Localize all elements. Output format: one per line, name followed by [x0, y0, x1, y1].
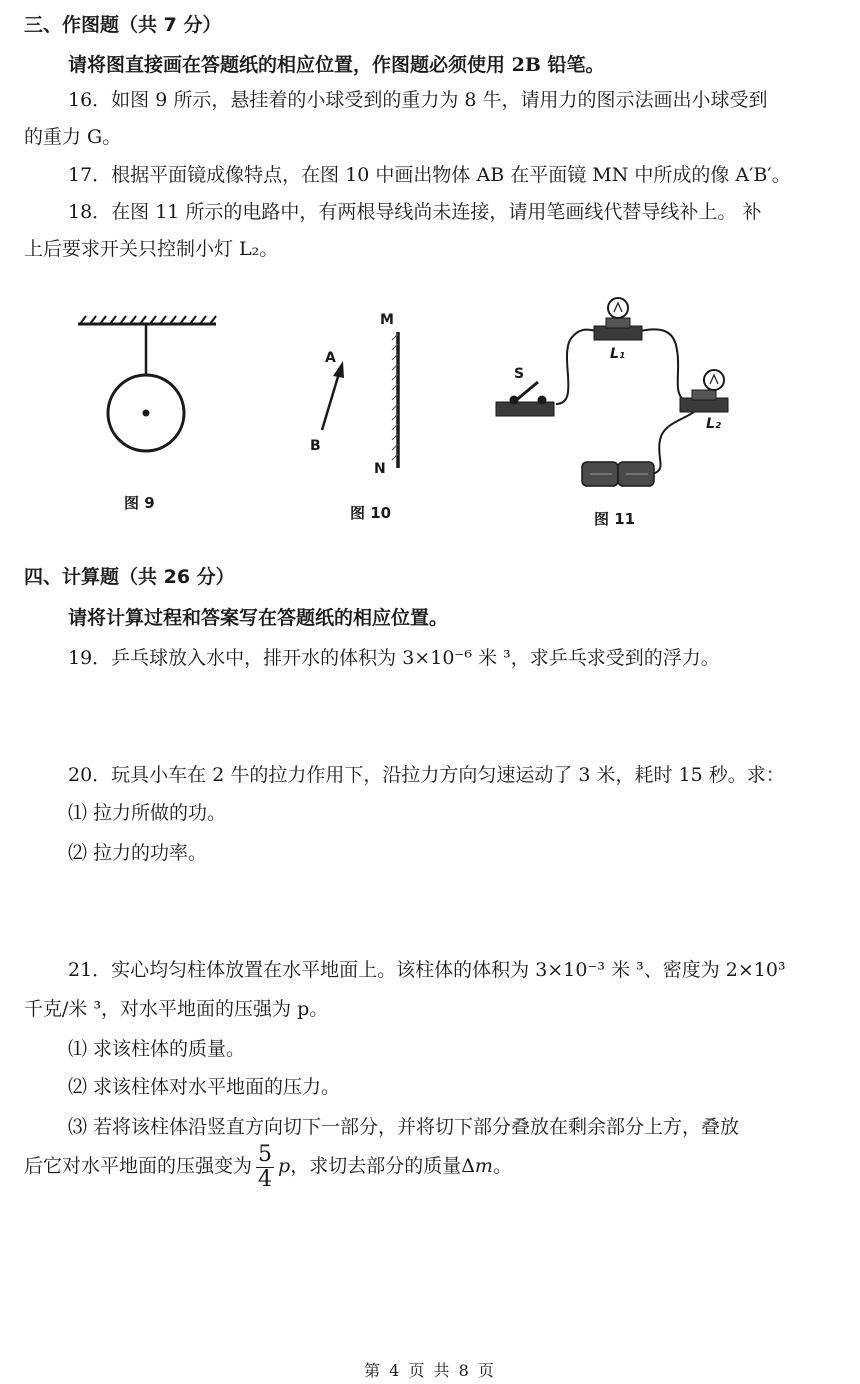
fig11-caption: 图 11 [594, 510, 636, 528]
q17-text: 17．根据平面镜成像特点，在图 10 中画出物体 AB 在平面镜 MN 中所成的像 A′B′。 [68, 164, 791, 186]
figures-drawing [0, 0, 860, 560]
figure9-drawing [78, 316, 216, 451]
q21-part3-continued [24, 1142, 836, 1192]
label-S: S [514, 366, 525, 382]
q21-line1: 21．实心均匀柱体放置在水平地面上。该柱体的体积为 3×10⁻³ 米 ³、密度为 2×10³ [68, 959, 786, 981]
section3-heading: 三、作图题（共 7 分） [24, 14, 222, 36]
q21-part2: ⑵ 求该柱体对水平地面的压力。 [68, 1076, 341, 1098]
q21-part3-post: ，求切去部分的质量Δ [290, 1155, 475, 1177]
q20-part2: ⑵ 拉力的功率。 [68, 842, 208, 864]
q21-part3: ⑶ 若将该柱体沿竖直方向切下一部分，并将切下部分叠放在剩余部分上方，叠放 [68, 1116, 740, 1138]
fraction-denominator: 4 [258, 1166, 273, 1192]
pressure-variable: p [278, 1155, 291, 1177]
q16-line1: 16．如图 9 所示，悬挂着的小球受到的重力为 8 牛，请用力的图示法画出小球受到 [68, 89, 768, 111]
q20-text: 20．玩具小车在 2 牛的拉力作用下，沿拉力方向匀速运动了 3 米，耗时 15 秒。求： [68, 764, 785, 786]
label-M: M [380, 312, 394, 328]
section3-instruction: 请将图直接画在答题纸的相应位置，作图题必须使用 2B 铅笔。 [68, 54, 605, 76]
label-A: A [325, 350, 336, 366]
q21-part3-pre: 后它对水平地面的压强变为 [24, 1155, 253, 1177]
mass-variable: m [474, 1155, 493, 1177]
label-B: B [310, 438, 321, 454]
label-N: N [374, 461, 386, 477]
q18-line1: 18．在图 11 所示的电路中，有两根导线尚未连接，请用笔画线代替导线补上。 补 [68, 201, 762, 223]
q21-line2: 千克/米 ³，对水平地面的压强为 p。 [24, 998, 329, 1020]
q21-part1: ⑴ 求该柱体的质量。 [68, 1038, 246, 1060]
label-L1: L₁ [610, 346, 626, 362]
figure11-drawing [496, 298, 728, 486]
label-L2: L₂ [706, 416, 722, 432]
q20-part1: ⑴ 拉力所做的功。 [68, 802, 227, 824]
fraction-five-fourths [256, 1143, 274, 1192]
q18-line2: 上后要求开关只控制小灯 L₂。 [24, 238, 279, 260]
fig9-caption: 图 9 [124, 494, 155, 512]
q16-line2: 的重力 G。 [24, 126, 122, 148]
section4-heading: 四、计算题（共 26 分） [24, 566, 235, 588]
section4-instruction: 请将计算过程和答案写在答题纸的相应位置。 [68, 607, 449, 629]
fraction-numerator: 5 [258, 1141, 273, 1167]
page-footer: 第 4 页 共 8 页 [364, 1361, 496, 1380]
q19-text: 19．乒乓球放入水中，排开水的体积为 3×10⁻⁶ 米 ³，求乒乓求受到的浮力。 [68, 647, 720, 669]
fig10-caption: 图 10 [350, 504, 392, 522]
q21-part3-end: 。 [492, 1155, 512, 1177]
